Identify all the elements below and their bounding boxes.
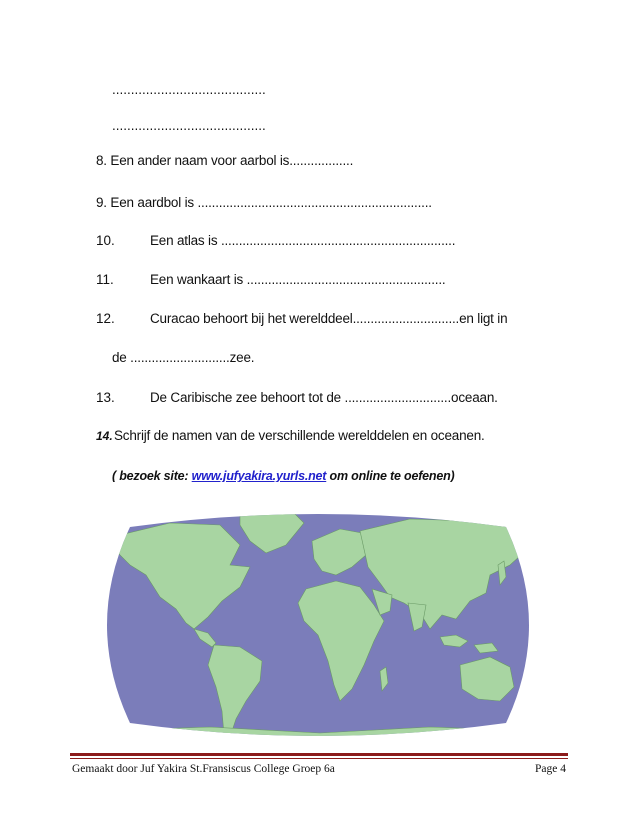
question-11-number: 11. <box>96 272 114 287</box>
question-14-text: Schrijf de namen van de verschillende werelddelen en oceanen. <box>114 428 485 443</box>
question-14-number: 14. <box>96 429 113 443</box>
question-13-number: 13. <box>96 390 115 405</box>
footer-rule-thin <box>70 758 568 759</box>
visit-site-line <box>0 468 638 482</box>
visit-prefix: ( bezoek site: <box>112 469 192 482</box>
question-12-text: Curacao behoort bij het werelddeel..............................en ligt in <box>150 311 508 326</box>
question-12-number: 12. <box>96 311 115 326</box>
footer-page-number: Page 4 <box>535 763 566 775</box>
visit-site-link[interactable]: www.jufyakira.yurls.net <box>191 469 327 482</box>
world-map <box>90 505 546 745</box>
new-zealand-shape <box>520 699 528 717</box>
question-12-continuation: de ............................zee. <box>112 350 255 365</box>
footer-rule-thick <box>70 753 568 756</box>
answer-line-2: ......................................... <box>112 118 266 133</box>
footer-left: Gemaakt door Juf Yakira St.Fransiscus College Groep 6a <box>72 763 335 775</box>
question-11-text: Een wankaart is ........................................................ <box>150 272 446 287</box>
visit-suffix: om online te oefenen) <box>326 469 455 482</box>
question-8: 8. Een ander naam voor aarbol is.................. <box>96 153 354 168</box>
question-9: 9. Een aardbol is .................................................................. <box>96 195 432 210</box>
question-10-text: Een atlas is .................................................................. <box>150 233 456 248</box>
answer-line-1: ......................................... <box>112 82 266 97</box>
question-13-text: De Caribische zee behoort tot de ..............................oceaan. <box>150 390 498 405</box>
question-10-number: 10. <box>96 233 115 248</box>
